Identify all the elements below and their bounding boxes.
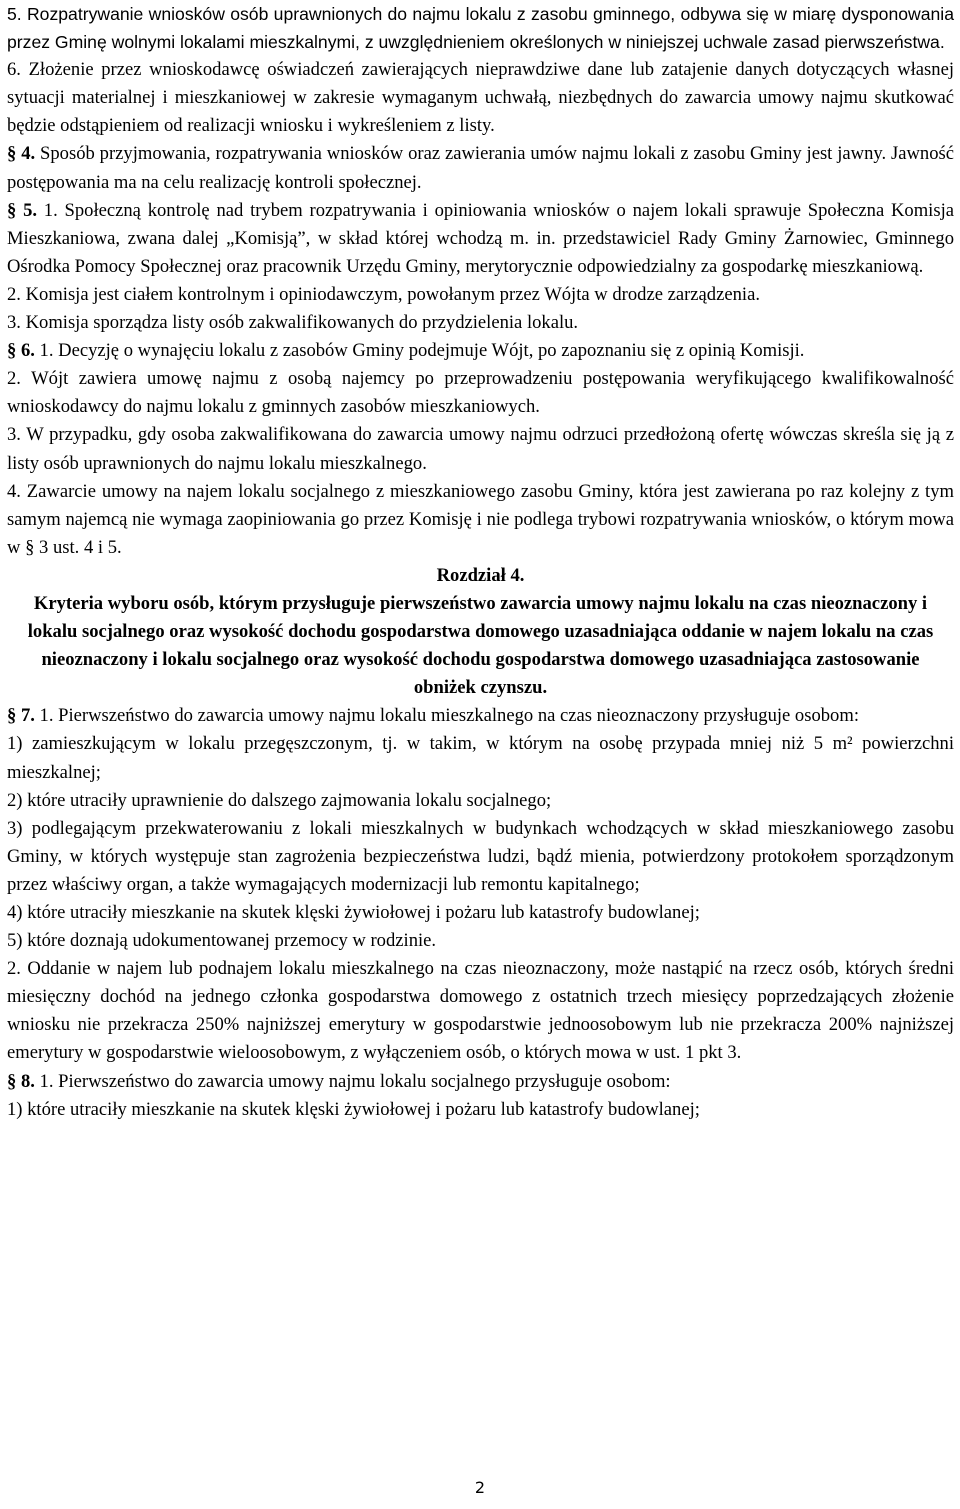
section-7-1-item-3: 3) podlegającym przekwaterowaniu z lokali mieszkalnych w budynkach wchodzących w skład mieszkaniowego zasobu Gminy, w których występuje stan zagrożenia bezpieczeństwa ludzi, bądź mienia, potwierdzony protokołem sporządzonym przez właściwy organ, a także wymagających modernizacji lub remontu kapitalnego;	[7, 817, 954, 895]
document-page	[7, 0, 954, 1124]
paragraph-5-6: 6. Złożenie przez wnioskodawcę oświadczeń zawierających nieprawdziwe dane lub zatajenie danych dotyczących własnej sytuacji materialnej i mieszkaniowej w zakresie wymaganym uchwałą, niezbędnych do zawarcia umowy najmu skutkować będzie odstąpieniem od realizacji wniosku i wykreśleniem z listy.	[7, 59, 954, 137]
section-8-1-item-1: 1) które utraciły mieszkanie na skutek klęski żywiołowej i pożaru lub katastrofy budowlanej;	[7, 1098, 700, 1120]
section-sign: §	[7, 340, 17, 362]
section-6-2: 2. Wójt zawiera umowę najmu z osobą najemcy po przeprowadzeniu postępowania weryfikującego kwalifikowalność wnioskodawcy do najmu lokalu z gminnych zasobów mieszkaniowych.	[7, 368, 954, 418]
section-sign: §	[7, 1070, 17, 1092]
page-number: 2	[474, 1478, 486, 1497]
paragraph-5-5: 5. Rozpatrywanie wniosków osób uprawnionych do najmu lokalu z zasobu gminnego, odbywa się w miarę dysponowania przez Gminę wolnymi lokalami mieszkalnymi, z uwzględnieniem określonych w niniejszej uchwale zasad pierwszeństwa.	[7, 4, 954, 53]
section-7-1-item-1: 1) zamieszkującym w lokalu przegęszczonym, tj. w takim, w którym na osobę przypada mniej niż 5 m² powierzchni mieszkalnej;	[7, 733, 954, 783]
section-7-1: § 7. 1. Pierwszeństwo do zawarcia umowy najmu lokalu mieszkalnego na czas nieoznaczony przysługuje osobom:	[7, 705, 859, 727]
section-5-1: § 5. 1. Społeczną kontrolę nad trybem rozpatrywania i opiniowania wniosków o najem lokali sprawuje Społeczna Komisja Mieszkaniowa, zwana dalej „Komisją”, w skład której wchodzą m. in. przedstawiciel Rady Gminy Żarnowiec, Gminnego Ośrodka Pomocy Społecznej oraz pracownik Urzędu Gminy, merytorycznie odpowiedzialny za gospodarkę mieszkaniową.	[7, 199, 954, 277]
section-8-1: § 8. 1. Pierwszeństwo do zawarcia umowy najmu lokalu socjalnego przysługuje osobom:	[7, 1070, 671, 1092]
chapter-number: Rozdział 4.	[436, 564, 525, 586]
section-sign: §	[7, 143, 17, 165]
section-6-3: 3. W przypadku, gdy osoba zakwalifikowana do zawarcia umowy najmu odrzuci przedłożoną ofertę wówczas skreśla się ją z listy osób uprawnionych do najmu lokalu mieszkalnego.	[7, 424, 954, 474]
section-5-2: 2. Komisja jest ciałem kontrolnym i opiniodawczym, powołanym przez Wójta w drodze zarządzenia.	[7, 283, 760, 305]
chapter-title: Kryteria wyboru osób, którym przysługuje pierwszeństwo zawarcia umowy najmu lokalu na czas nieoznaczony i lokalu socjalnego oraz wysokość dochodu gospodarstwa domowego uzasadniająca oddanie w najem lokalu na czas nieoznaczony i lokalu socjalnego oraz wysokość dochodu gospodarstwa domowego uzasadniająca zastosowanie obniżek czynszu.	[27, 592, 934, 699]
section-7-2: 2. Oddanie w najem lub podnajem lokalu mieszkalnego na czas nieoznaczony, może nastąpić na rzecz osób, których średni miesięczny dochód na jednego członka gospodarstwa domowego z ostatnich trzech miesięcy poprzedzających złożenie wniosku nie przekracza 250% najniższej emerytury w gospodarstwie jednoosobowym lub nie przekracza 200% najniższej emerytury w gospodarstwie wieloosobowym, z wyłączeniem osób, o których mowa w ust. 1 pkt 3.	[7, 958, 954, 1064]
section-6-4: 4. Zawarcie umowy na najem lokalu socjalnego z mieszkaniowego zasobu Gminy, która jest zawierana po raz kolejny z tym samym najemcą nie wymaga zaopiniowania go przez Komisję i nie podlega trybowi rozpatrywania wniosków, o którym mowa w § 3 ust. 4 i 5.	[7, 480, 954, 558]
section-7-1-item-2: 2) które utraciły uprawnienie do dalszego zajmowania lokalu socjalnego;	[7, 789, 552, 811]
section-7-1-item-4: 4) które utraciły mieszkanie na skutek klęski żywiołowej i pożaru lub katastrofy budowlanej;	[7, 902, 700, 923]
section-7-1-item-5: 5) które doznają udokumentowanej przemocy w rodzinie.	[7, 930, 437, 952]
section-sign: §	[7, 199, 17, 221]
section-5-3: 3. Komisja sporządza listy osób zakwalifikowanych do przydzielenia lokalu.	[7, 312, 579, 334]
section-sign: §	[7, 705, 17, 727]
section-4: § 4. Sposób przyjmowania, rozpatrywania wniosków oraz zawierania umów najmu lokali z zasobu Gminy jest jawny. Jawność postępowania ma na celu realizację kontroli społecznej.	[7, 143, 954, 193]
section-6-1: § 6. 1. Decyzję o wynajęciu lokalu z zasobów Gminy podejmuje Wójt, po zapoznaniu się z opinią Komisji.	[7, 340, 805, 362]
